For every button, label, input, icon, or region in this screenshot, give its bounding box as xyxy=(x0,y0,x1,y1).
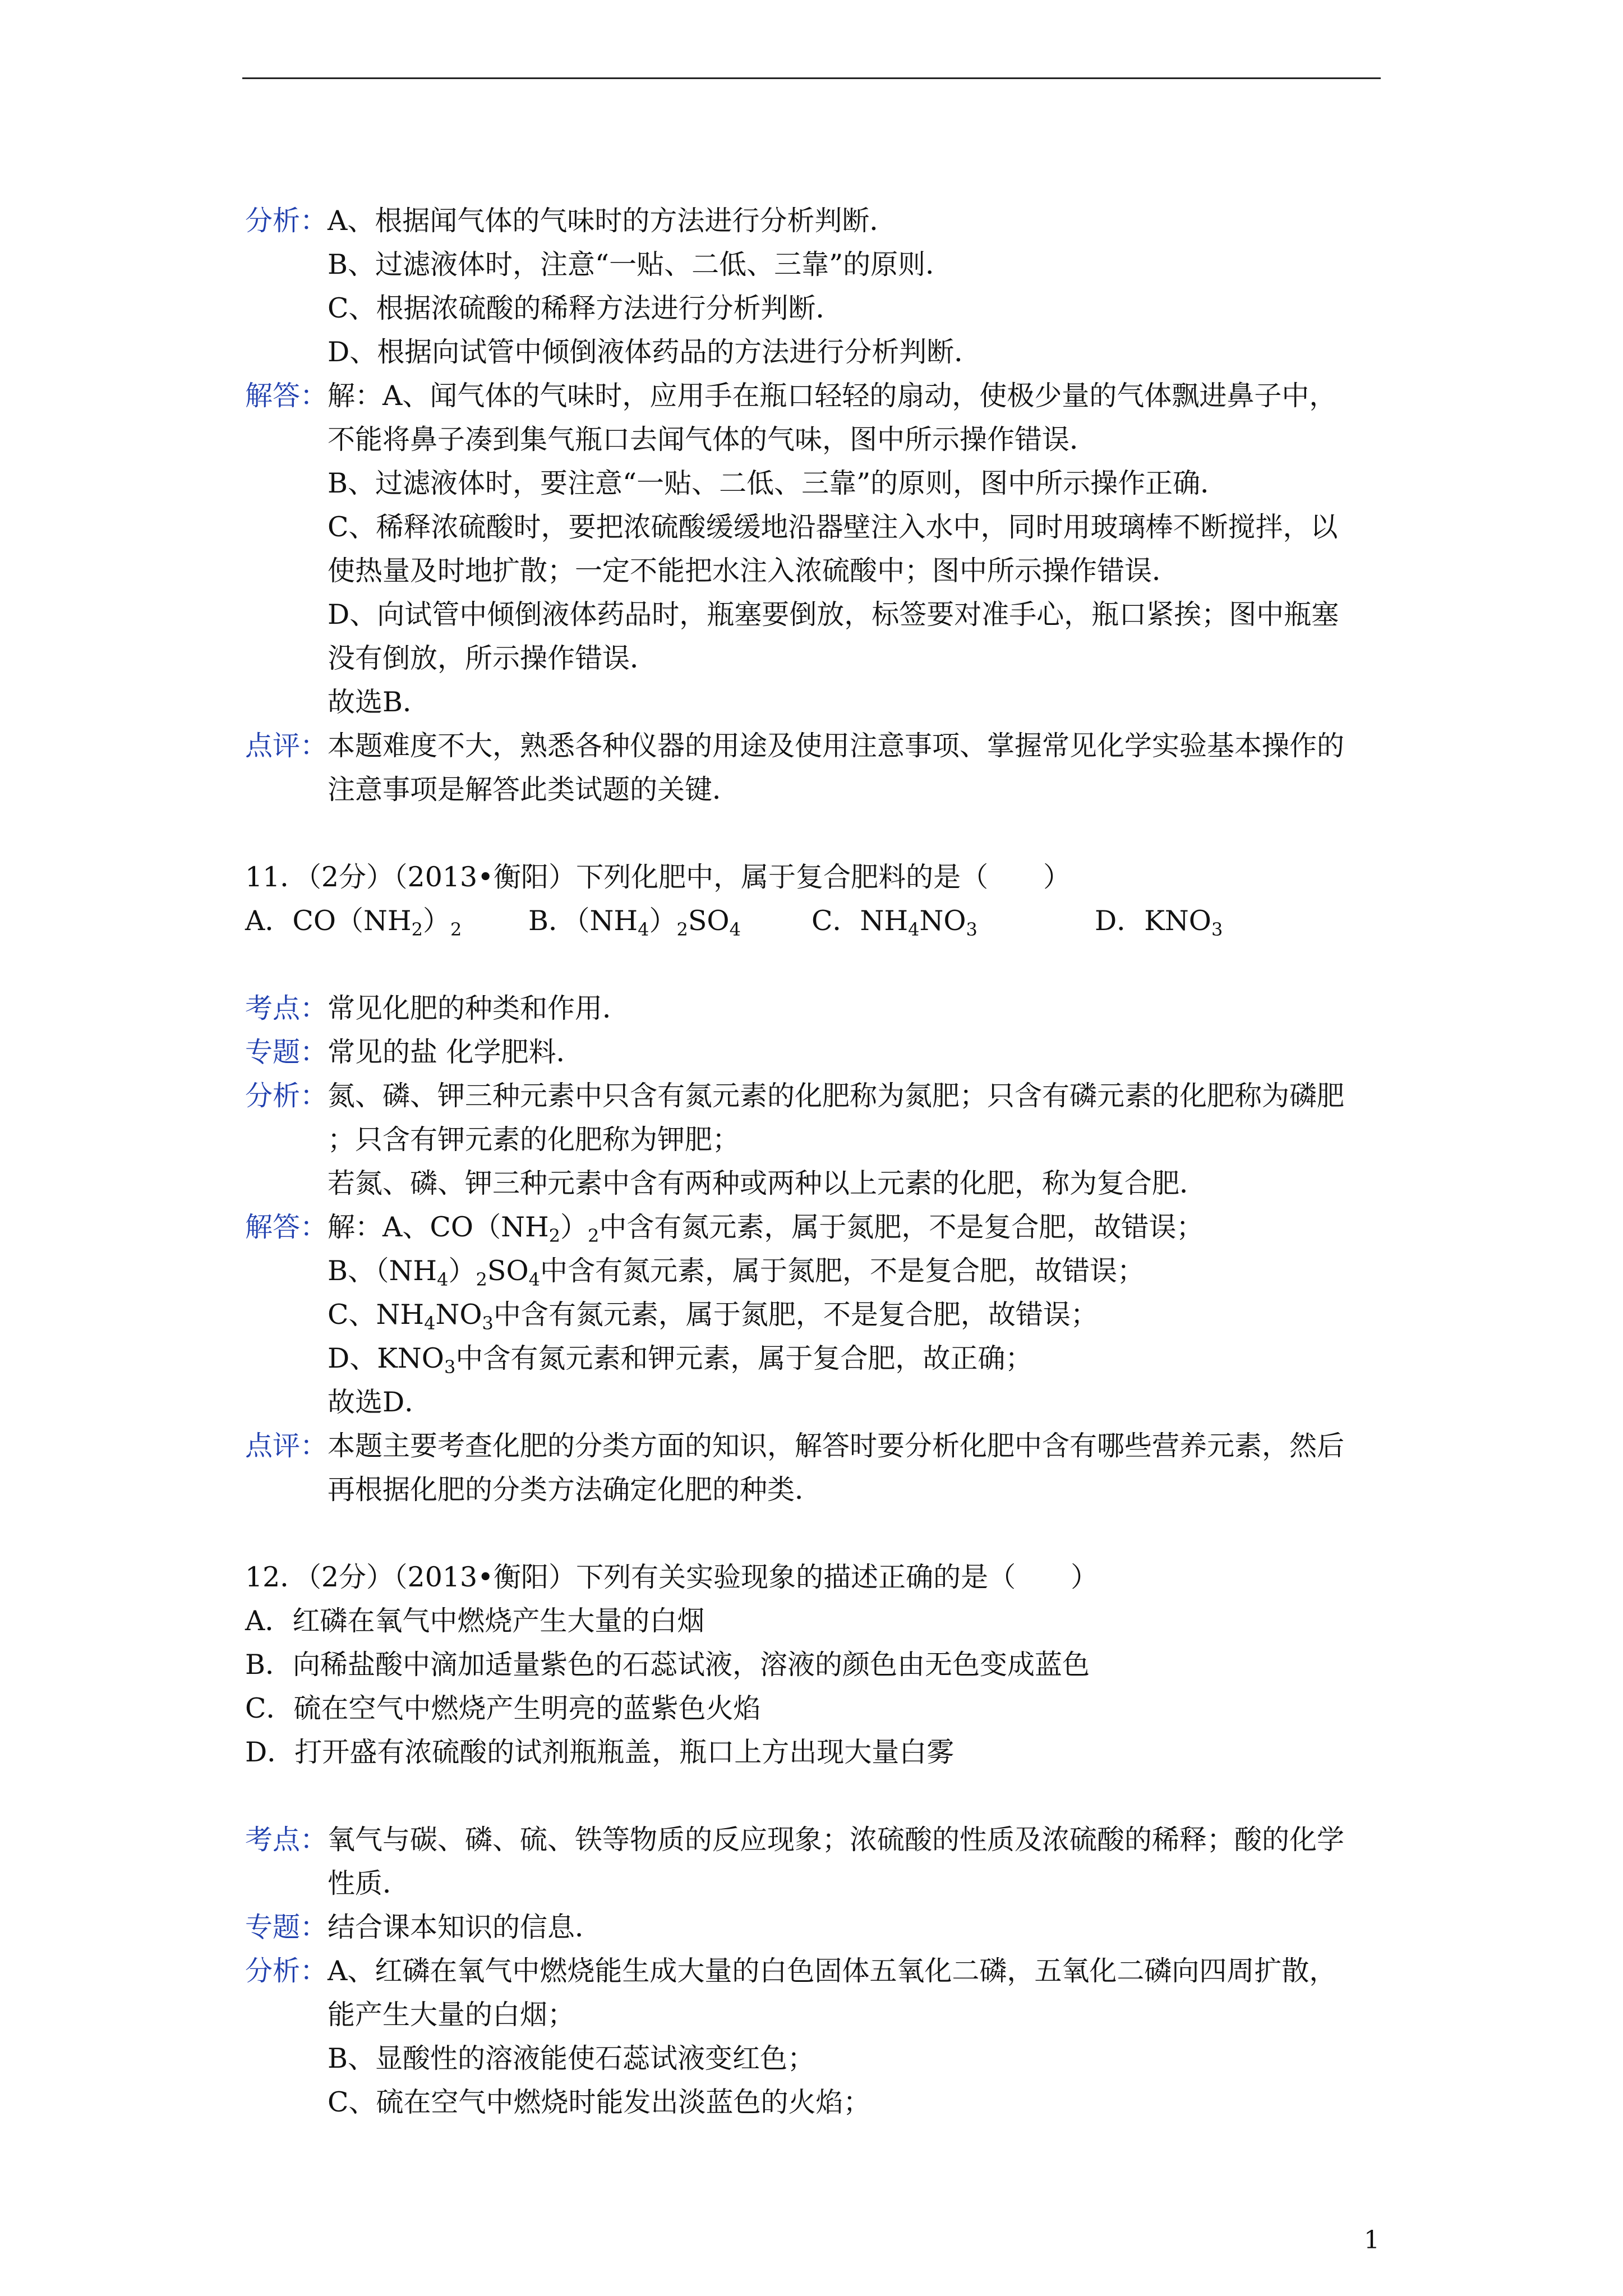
question-line: 11．（2分）（2013•衡阳）下列化肥中，属于复合肥料的是（ ） xyxy=(245,861,1071,893)
section-label: 点评： xyxy=(245,730,328,762)
section-line: 性质． xyxy=(328,1867,411,1899)
section-label: 专题： xyxy=(245,1036,328,1068)
section-line: 解：A、$CO(NH_2)_2$中含有氮元素，属于氮肥，不是复合肥，故错误； xyxy=(328,1211,1204,1246)
section-label: 解答： xyxy=(245,380,328,412)
section-label: 考点： xyxy=(245,992,328,1024)
section-label: 专题： xyxy=(245,1911,328,1943)
section-line: D、$KNO_3$中含有氮元素和钾元素，属于复合肥，故正确； xyxy=(328,1342,1033,1378)
page-number: 1 xyxy=(1364,2226,1380,2254)
section-line: B、显酸性的溶液能使石蕊试液变红色； xyxy=(328,2042,815,2074)
answer-section xyxy=(245,1030,1384,1074)
section-label: 考点： xyxy=(245,1824,328,1856)
answer-section xyxy=(245,1424,1384,1512)
section-body xyxy=(328,1818,1384,1906)
section-line: D、根据向试管中倾倒液体药品的方法进行分析判断． xyxy=(328,336,982,368)
section-line: 不能将鼻子凑到集气瓶口去闻气体的气味，图中所示操作错误． xyxy=(328,424,1098,455)
answer-section xyxy=(245,1949,1384,2124)
section-body xyxy=(328,1030,1384,1074)
document-body xyxy=(245,199,1384,2124)
block-gap xyxy=(245,812,1384,855)
option-row xyxy=(245,899,1384,943)
answer-section xyxy=(245,1205,1384,1424)
section-line: C、$NH_4NO_3$中含有氮元素，属于氮肥，不是复合肥，故错误； xyxy=(328,1299,1098,1334)
section-body xyxy=(328,1906,1384,1949)
section-line: 本题难度不大，熟悉各种仪器的用途及使用注意事项、掌握常见化学实验基本操作的 xyxy=(328,730,1345,762)
section-line: A、根据闻气体的气味时的方法进行分析判断． xyxy=(328,205,897,237)
section-label: 分析： xyxy=(245,1080,328,1112)
section-line: B、过滤液体时，要注意“一贴、二低、三靠”的原则，图中所示操作正确． xyxy=(328,467,1228,499)
section-line: C、稀释浓硫酸时，要把浓硫酸缓缓地沿器壁注入水中，同时用玻璃棒不断搅拌，以 xyxy=(328,511,1338,543)
section-line: B、过滤液体时，注意“一贴、二低、三靠”的原则． xyxy=(328,249,953,280)
section-line: 没有倒放，所示操作错误． xyxy=(328,642,658,674)
answer-section xyxy=(245,1074,1384,1205)
section-line: 氧气与碳、磷、硫、铁等物质的反应现象；浓硫酸的性质及浓硫酸的稀释；酸的化学 xyxy=(328,1824,1345,1856)
section-line: B、$(NH_4)_2SO_4$中含有氮元素，属于氮肥，不是复合肥，故错误； xyxy=(328,1255,1145,1290)
section-line: 使热量及时地扩散；一定不能把水注入浓硫酸中；图中所示操作错误． xyxy=(328,555,1180,587)
answer-section xyxy=(245,987,1384,1030)
section-line: 故选B． xyxy=(328,686,431,718)
question-line: A．红磷在氧气中燃烧产生大量的白烟 xyxy=(245,1605,705,1637)
section-line: 常见的盐 化学肥料． xyxy=(328,1036,584,1068)
question-line: D．打开盛有浓硫酸的试剂瓶瓶盖，瓶口上方出现大量白雾 xyxy=(245,1736,955,1768)
section-label: 分析： xyxy=(245,1955,328,1987)
section-line: 解：A、闻气体的气味时，应用手在瓶口轻轻的扇动，使极少量的气体飘进鼻子中， xyxy=(328,380,1337,412)
section-body xyxy=(328,1074,1384,1205)
section-body xyxy=(328,987,1384,1030)
answer-section xyxy=(245,1818,1384,1906)
section-line: 故选D． xyxy=(328,1386,432,1418)
option-item: A．$CO(NH_2)_2$ xyxy=(245,905,462,940)
answer-section xyxy=(245,199,1384,374)
section-line: 本题主要考查化肥的分类方面的知识，解答时要分析化肥中含有哪些营养元素，然后 xyxy=(328,1430,1345,1462)
section-line: 再根据化肥的分类方法确定化肥的种类． xyxy=(328,1474,823,1506)
section-line: 能产生大量的白烟； xyxy=(328,1999,575,2031)
section-body xyxy=(328,1205,1384,1424)
question-line: C．硫在空气中燃烧产生明亮的蓝紫色火焰 xyxy=(245,1692,761,1724)
section-line: 氮、磷、钾三种元素中只含有氮元素的化肥称为氮肥；只含有磷元素的化肥称为磷肥 xyxy=(328,1080,1345,1112)
block-gap xyxy=(245,1774,1384,1818)
section-line: 注意事项是解答此类试题的关键． xyxy=(328,774,740,806)
section-body xyxy=(328,374,1384,724)
section-body xyxy=(328,724,1384,812)
question-line: 12．（2分）（2013•衡阳）下列有关实验现象的描述正确的是（ ） xyxy=(245,1561,1099,1593)
section-body xyxy=(328,199,1384,374)
section-line: C、硫在空气中燃烧时能发出淡蓝色的火焰； xyxy=(328,2086,871,2118)
option-item: D．$KNO_3$ xyxy=(1095,905,1223,940)
answer-section xyxy=(245,374,1384,724)
section-line: 结合课本知识的信息． xyxy=(328,1911,603,1943)
section-line: ；只含有钾元素的化肥称为钾肥； xyxy=(328,1124,740,1156)
section-body xyxy=(328,1949,1384,2124)
header-rule xyxy=(242,77,1381,79)
section-line: 若氮、磷、钾三种元素中含有两种或两种以上元素的化肥，称为复合肥． xyxy=(328,1167,1207,1199)
answer-section xyxy=(245,724,1384,812)
section-line: A、红磷在氧气中燃烧能生成大量的白色固体五氧化二磷，五氧化二磷向四周扩散， xyxy=(328,1955,1337,1987)
question-line: B．向稀盐酸中滴加适量紫色的石蕊试液，溶液的颜色由无色变成蓝色 xyxy=(245,1649,1090,1681)
section-line: C、根据浓硫酸的稀释方法进行分析判断． xyxy=(328,292,843,324)
section-label: 解答： xyxy=(245,1211,328,1243)
section-line: 常见化肥的种类和作用． xyxy=(328,992,630,1024)
answer-section xyxy=(245,1906,1384,1949)
section-body xyxy=(328,1424,1384,1512)
option-item: C．$NH_4NO_3$ xyxy=(811,905,978,940)
option-item: B．$(NH_4)_2SO_4$ xyxy=(528,905,741,940)
block-gap xyxy=(245,943,1384,987)
section-label: 点评： xyxy=(245,1430,328,1462)
block-gap xyxy=(245,1512,1384,1556)
section-label: 分析： xyxy=(245,205,328,237)
section-line: D、向试管中倾倒液体药品时，瓶塞要倒放，标签要对准手心，瓶口紧挨；图中瓶塞 xyxy=(328,599,1339,631)
